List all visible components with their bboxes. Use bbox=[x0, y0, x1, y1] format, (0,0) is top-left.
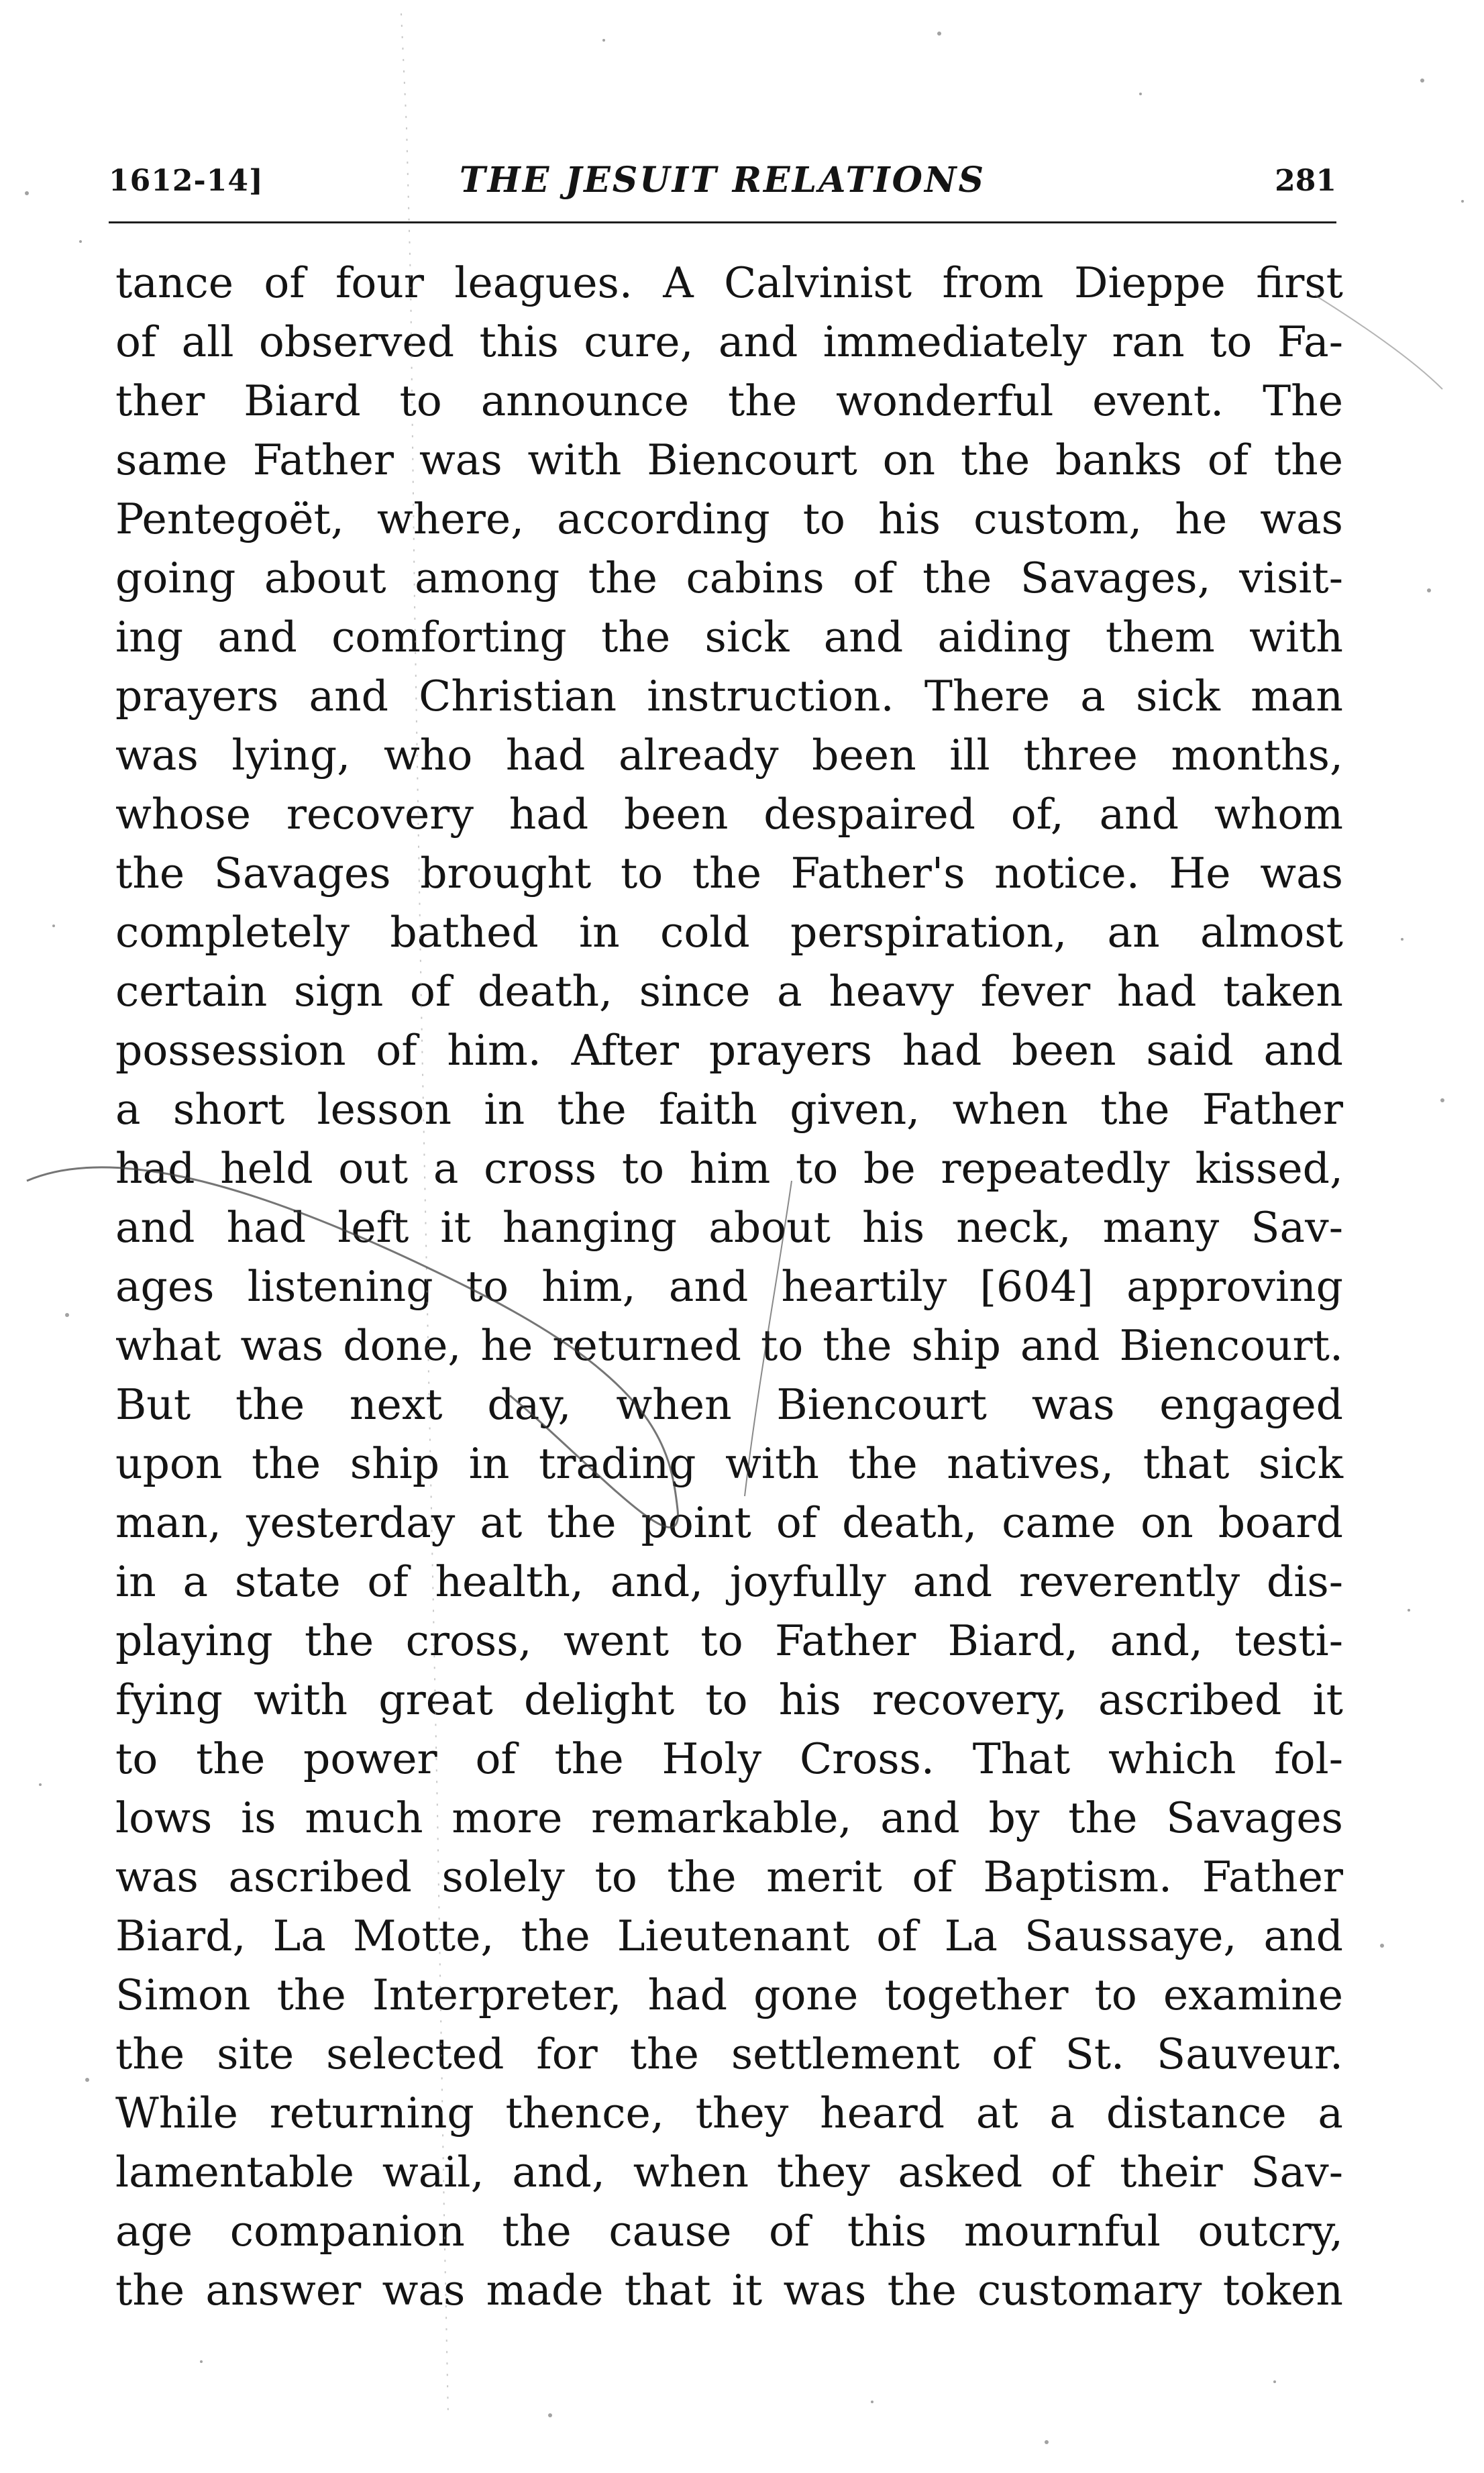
text-line: Biard, La Motte, the Lieutenant of La Saussaye, and bbox=[115, 1911, 1343, 1960]
text-line: what was done, he returned to the ship and Biencourt. bbox=[115, 1321, 1343, 1370]
text-line: man, yesterday at the point of death, came on board bbox=[115, 1498, 1343, 1547]
text-line: But the next day, when Biencourt was engaged bbox=[115, 1380, 1343, 1429]
text-line: completely bathed in cold perspiration, an almost bbox=[115, 908, 1343, 957]
text-line: was lying, who had already been ill three months, bbox=[115, 731, 1343, 780]
text-line: in a state of health, and, joyfully and reverently dis- bbox=[115, 1557, 1343, 1606]
text-line: ing and comforting the sick and aiding them with bbox=[115, 613, 1343, 662]
text-line: had held out a cross to him to be repeatedly kissed, bbox=[115, 1144, 1343, 1193]
text-line: fying with great delight to his recovery, ascribed it bbox=[115, 1675, 1343, 1724]
text-line: whose recovery had been despaired of, and whom bbox=[115, 790, 1343, 839]
text-line: to the power of the Holy Cross. That which fol- bbox=[115, 1734, 1343, 1783]
running-head-title: THE JESUIT RELATIONS bbox=[459, 160, 986, 201]
text-line: possession of him. After prayers had been said and bbox=[115, 1026, 1343, 1075]
text-line: lamentable wail, and, when they asked of their Sav- bbox=[115, 2148, 1343, 2197]
running-head bbox=[109, 160, 1336, 211]
text-line: a short lesson in the faith given, when the Father bbox=[115, 1085, 1343, 1134]
text-line: prayers and Christian instruction. There a sick man bbox=[115, 672, 1343, 721]
text-line: of all observed this cure, and immediately ran to Fa- bbox=[115, 317, 1343, 366]
text-line: the site selected for the settlement of St. Sauveur. bbox=[115, 2030, 1343, 2079]
text-line: ages listening to him, and heartily [604] approving bbox=[115, 1262, 1343, 1311]
text-line: playing the cross, went to Father Biard, and, testi- bbox=[115, 1616, 1343, 1665]
text-line: tance of four leagues. A Calvinist from Dieppe first bbox=[115, 258, 1343, 307]
text-line: certain sign of death, since a heavy fever had taken bbox=[115, 967, 1343, 1016]
text-line: and had left it hanging about his neck, many Sav- bbox=[115, 1203, 1343, 1252]
text-line: same Father was with Biencourt on the banks of the bbox=[115, 435, 1343, 484]
text-line: going about among the cabins of the Savages, visit- bbox=[115, 554, 1343, 602]
text-line: the Savages brought to the Father's notice. He was bbox=[115, 849, 1343, 898]
running-head-dates: 1612-14] bbox=[109, 164, 264, 198]
text-line: Simon the Interpreter, had gone together to examine bbox=[115, 1970, 1343, 2019]
text-line: While returning thence, they heard at a distance a bbox=[115, 2089, 1343, 2138]
text-line: lows is much more remarkable, and by the Savages bbox=[115, 1793, 1343, 1842]
body-text bbox=[115, 254, 1343, 2320]
header-rule bbox=[109, 221, 1336, 223]
text-line: ther Biard to announce the wonderful event. The bbox=[115, 376, 1343, 425]
text-line: upon the ship in trading with the natives, that sick bbox=[115, 1439, 1343, 1488]
text-line: was ascribed solely to the merit of Baptism. Father bbox=[115, 1852, 1343, 1901]
text-line: the answer was made that it was the customary token bbox=[115, 2266, 1343, 2315]
text-line: Pentegoët, where, according to his custom, he was bbox=[115, 494, 1343, 543]
page-number: 281 bbox=[1275, 164, 1336, 198]
text-line: age companion the cause of this mournful outcry, bbox=[115, 2207, 1343, 2256]
